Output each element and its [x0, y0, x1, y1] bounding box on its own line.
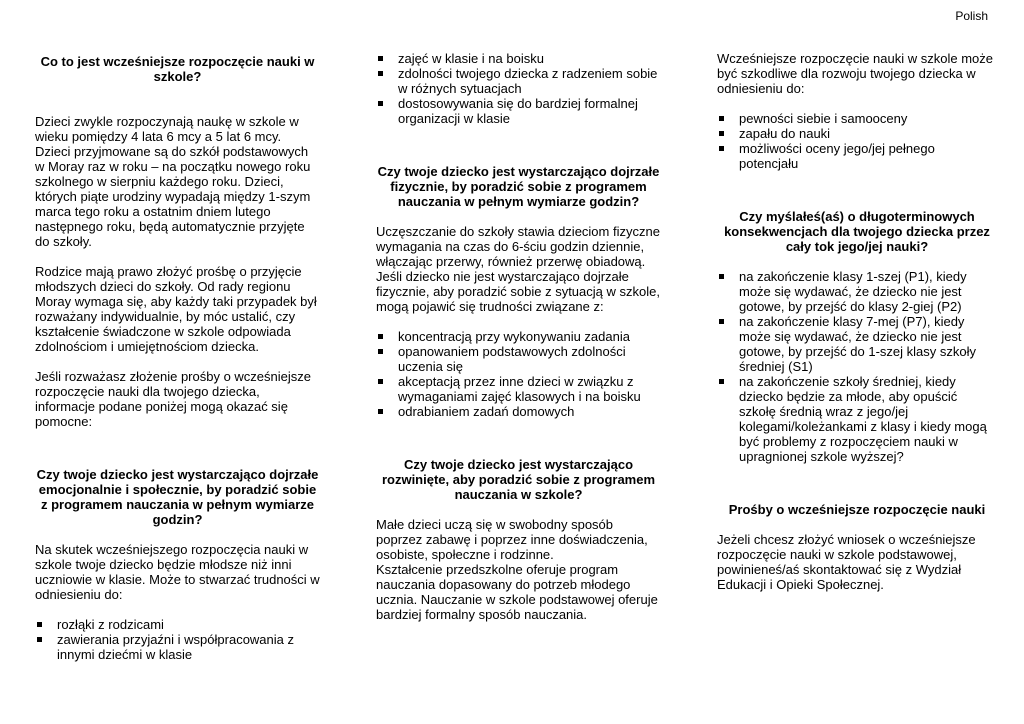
- list-item: na zakończenie szkoły średniej, kiedy dziecko będzie za młode, aby opuścić szkołę średnią wraz z jego/jej kolegami/koleżankami z klasy i kiedy mogą być problemy z rozpoczęciem nauki w upragnionej szkole wyższej?: [717, 374, 997, 464]
- heading-long-term-consequences: Czy myślałeś(aś) o długoterminowych konsekwencjach dla twojego dziecka przez cały tok jego/jej nauki?: [724, 209, 990, 254]
- list-item: rozłąki z rodzicami: [35, 617, 320, 632]
- list-item: zawierania przyjaźni i współpracowania z innymi dziećmi w klasie: [35, 632, 320, 662]
- language-label: Polish: [955, 9, 988, 23]
- list-item: pewności siebie i samooceny: [717, 111, 997, 126]
- heading-emotional-maturity: Czy twoje dziecko jest wystarczająco dojrzałe emocjonalnie i społecznie, by poradzić sobie z programem nauczania w pełnym wymiarze godzin?: [36, 467, 319, 527]
- paragraph-typical-start-age: Dzieci zwykle rozpoczynają naukę w szkole w wieku pomiędzy 4 lata 6 mcy a 5 lat 6 mcy. Dzieci przyjmowane są do szkół podstawowych w Moray raz w roku – na początku nowego roku szkolnego w sierpniu każdego roku. Dzieci, których piąte urodziny wypadają między 1-szym marca tego roku a ostatnim dniem lutego następnego roku, będą automatycznie przyjęte do szkoły.: [35, 114, 311, 249]
- paragraph-harmful-effects: Wcześniejsze rozpoczęcie nauki w szkole może być szkodliwe dla rozwoju twojego dziecka w odniesieniu do:: [717, 51, 993, 96]
- paragraph-if-considering: Jeśli rozważasz złożenie prośby o wcześniejsze rozpoczęcie nauki dla twojego dziecka, informacje podane poniżej mogą okazać się pomocne:: [35, 369, 312, 429]
- list-item: na zakończenie klasy 7-mej (P7), kiedy może się wydawać, że dziecko nie jest gotowe, by przejść do 1-szej klasy szkoły średniej (S1): [717, 314, 997, 374]
- list-difficulties-social: [35, 617, 320, 662]
- heading-early-start-requests: Prośby o wcześniejsze rozpoczęcie nauki: [728, 502, 986, 517]
- paragraph-physical-demands: Uczęszczanie do szkoły stawia dzieciom fizyczne wymagania na czas do 6-ściu godzin dziennie, włączając przerwy, również przerwę obiadową. Jeśli dziecko nie jest wystarczająco dojrzałe fizycznie, aby poradzić sobie z sytuacją w szkole, mogą pojawić się trudności związane z:: [376, 224, 660, 314]
- list-item: odrabianiem zadań domowych: [376, 404, 661, 419]
- list-item: dostosowywania się do bardziej formalnej organizacji w klasie: [376, 96, 661, 126]
- list-item: zajęć w klasie i na boisku: [376, 51, 661, 66]
- list-difficulties-physical: [376, 329, 661, 419]
- paragraph-contact-department: Jeżeli chcesz złożyć wniosek o wcześniejsze rozpoczęcie nauki w szkole podstawowej, powinieneś/aś skontaktować się z Wydział Edukacji i Opieki Społecznej.: [717, 532, 976, 592]
- list-item: zapału do nauki: [717, 126, 997, 141]
- heading-physical-maturity: Czy twoje dziecko jest wystarczająco dojrzałe fizycznie, by poradzić sobie z programem nauczania w pełnym wymiarze godzin?: [377, 164, 660, 209]
- heading-developmental-readiness: Czy twoje dziecko jest wystarczająco rozwinięte, aby poradzić sobie z programem nauczania w szkole?: [381, 457, 656, 502]
- heading-what-is-early-start: Co to jest wcześniejsze rozpoczęcie nauki w szkole?: [40, 54, 315, 84]
- list-item: koncentracją przy wykonywaniu zadania: [376, 329, 661, 344]
- list-item: akceptacją przez inne dzieci w związku z wymaganiami zajęć klasowych i na boisku: [376, 374, 661, 404]
- paragraph-parents-right: Rodzice mają prawo złożyć prośbę o przyjęcie młodszych dzieci do szkoły. Od rady regionu Moray wymaga się, aby każdy taki przypadek był rozważany indywidualnie, by móc ustalić, czy kształcenie świadczone w szkole odpowiada zdolnościom i umiejętnościom dziecka.: [35, 264, 317, 354]
- list-item: opanowaniem podstawowych zdolności uczenia się: [376, 344, 661, 374]
- column-3: [717, 51, 997, 592]
- list-difficulties-continued: [376, 51, 661, 126]
- list-item: na zakończenie klasy 1-szej (P1), kiedy może się wydawać, że dziecko nie jest gotowe, by przejść do klasy 2-giej (P2): [717, 269, 997, 314]
- paragraph-younger-than-peers: Na skutek wcześniejszego rozpoczęcia nauki w szkole twoje dziecko będzie młodsze niż inni uczniowie w klasie. Może to stwarzać trudności w odniesieniu do:: [35, 542, 320, 602]
- list-item: zdolności twojego dziecka z radzeniem sobie w różnych sytuacjach: [376, 66, 661, 96]
- list-harmful-areas: [717, 111, 997, 171]
- list-item: możliwości oceny jego/jej pełnego potencjału: [717, 141, 997, 171]
- column-1: [35, 51, 320, 662]
- column-2: [376, 51, 661, 622]
- paragraph-preschool-curriculum: Kształcenie przedszkolne oferuje program nauczania dopasowany do potrzeb młodego ucznia. Nauczanie w szkole podstawowej oferuje bardziej formalny sposób nauczania.: [376, 562, 658, 622]
- paragraph-learning-through-play: Małe dzieci uczą się w swobodny sposób poprzez zabawę i poprzez inne doświadczenia, osobiste, społeczne i rodzinne.: [376, 517, 648, 562]
- list-long-term-consequences: [717, 269, 997, 464]
